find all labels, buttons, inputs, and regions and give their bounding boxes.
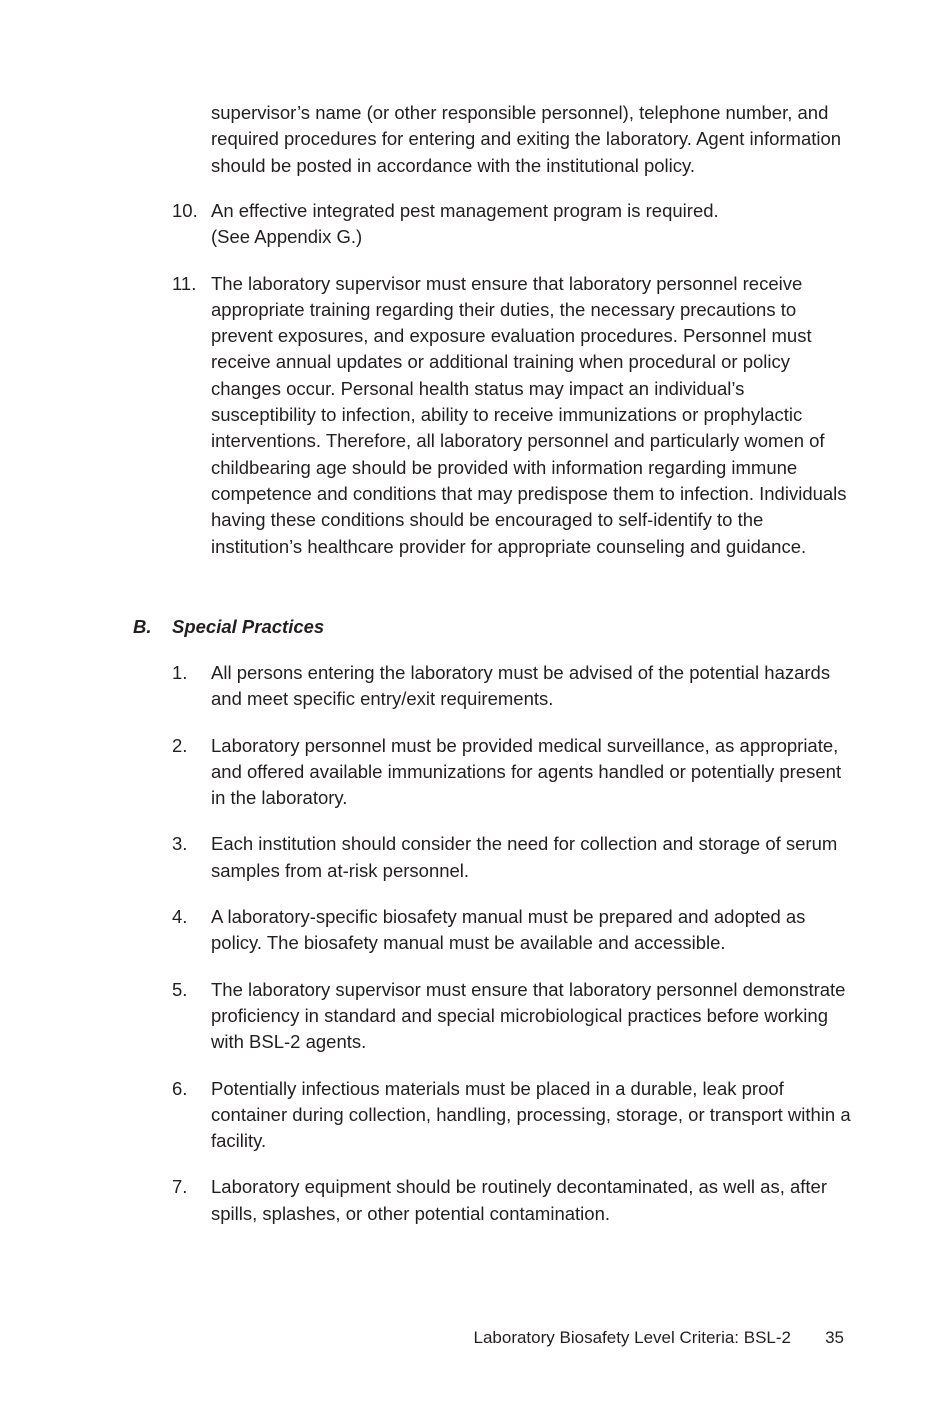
list-item-text: A laboratory-specific biosafety manual must be prepared and adopted as policy. The biosafety manual must be available and accessible. [211,906,806,954]
list-item-11 [0,271,950,560]
list-item-number: 2. [172,734,188,756]
list-item-text: The laboratory supervisor must ensure that laboratory personnel receive appropriate training regarding their duties, the necessary precautions to prevent exposures, and exposure evaluation procedures. Personnel must receive annual updates or additional training when procedural or policy changes occur. Personal health status may impact an individual’s susceptibility to infection, ability to receive immunizations or prophylactic interventions. Therefore, all laboratory personnel and particularly women of childbearing age should be provided with information regarding immune competence and conditions that may predispose them to infection. Individuals having these conditions should be encouraged to self-identify to the institution’s healthcare provider for appropriate counseling and guidance. [211,272,847,557]
list-item-7 [0,1174,950,1227]
list-item-text: Laboratory personnel must be provided medical surveillance, as appropriate, and offered available immunizations for agents handled or potentially present in the laboratory. [211,734,842,809]
list-item-text: Each institution should consider the need for collection and storage of serum samples from at-risk personnel. [211,833,838,881]
list-item-number: 6. [172,1077,188,1099]
continued-paragraph: supervisor’s name (or other responsible personnel), telephone number, and required procedures for entering and exiting the laboratory. Agent information should be posted in accordance with the institutional policy. [211,102,842,176]
list-item-5 [0,977,950,1056]
list-item-number: 5. [172,978,188,1000]
list-item-number: 4. [172,906,188,928]
list-item-number: 1. [172,662,188,683]
list-item-number: 10. [172,200,198,221]
list-item-text: An effective integrated pest management program is required. (See Appendix G.) [211,200,719,248]
list-item-number: 11. [172,272,197,294]
list-item-text: Laboratory equipment should be routinely decontaminated, as well as, after spills, splashes, or other potential contamination. [211,1176,828,1224]
special-practices-list [0,660,950,1247]
section-title: Special Practices [172,616,325,637]
list-item-number: 7. [172,1176,188,1198]
list-item-number: 3. [172,833,188,855]
list-item-6 [0,1076,950,1155]
list-item-text: Potentially infectious materials must be placed in a durable, leak proof container during collection, handling, processing, storage, or transport within a facility. [211,1077,851,1152]
running-footer-title: Laboratory Biosafety Level Criteria: BSL-2 [473,1328,791,1347]
list-item-text: The laboratory supervisor must ensure that laboratory personnel demonstrate proficiency in standard and special microbiological practices before working with BSL-2 agents. [211,978,846,1053]
section-a-list [0,198,950,580]
section-letter: B. [133,616,152,637]
page-number: 35 [825,1328,844,1347]
list-item-text: All persons entering the laboratory must be advised of the potential hazards and meet specific entry/exit requirements. [211,662,831,710]
list-item-2 [0,733,950,812]
list-item-3 [0,831,950,884]
list-item-4 [0,904,950,957]
list-item-1 [0,660,950,713]
list-item-10 [0,198,950,251]
